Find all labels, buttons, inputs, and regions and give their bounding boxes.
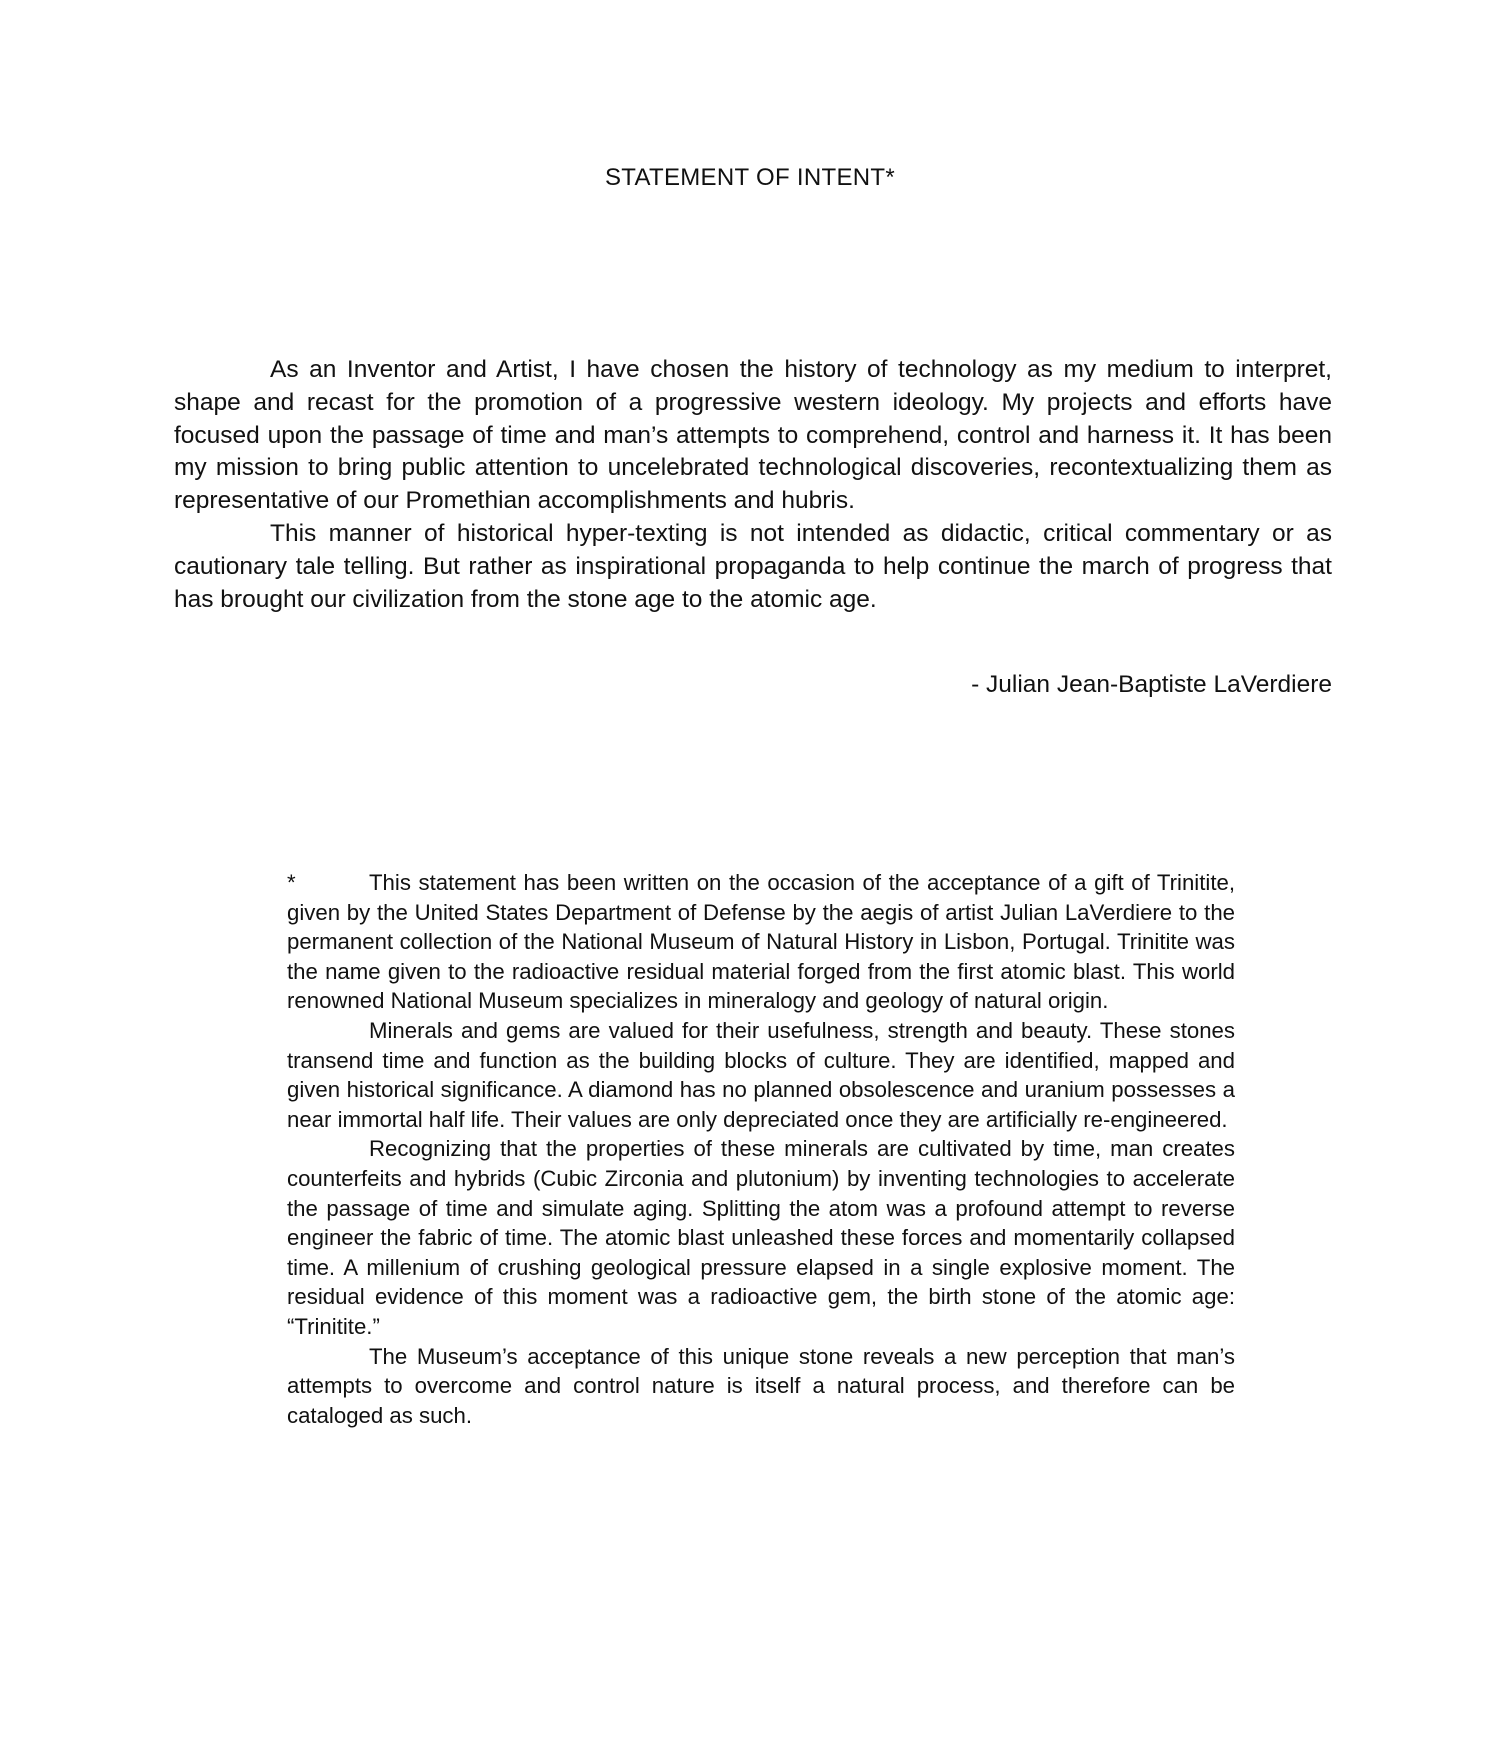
footnote-paragraph: Recognizing that the properties of these minerals are cultivated by time, man creates counterfeits and hybrids (Cubic Zirconia and plutonium) by inventing technologies to accelerate the passage of time and simulate aging. Splitting the atom was a profound attempt to reverse engineer the fabric of time. The atomic blast unleashed these forces and momentarily collapsed time. A millenium of crushing geological pressure elapsed in a single explosive moment. The residual evidence of this moment was a radioactive gem, the birth stone of the atomic age: “Trinitite.” [287, 1136, 1235, 1339]
footnote-paragraph [287, 868, 1235, 1016]
footnote-paragraph-text: This statement has been written on the occasion of the acceptance of a gift of Trinitite, given by the United States Department of Defense by the aegis of artist Julian LaVerdiere to the permanent collection of the National Museum of Natural History in Lisbon, Portugal. Trinitite was the name given to the radioactive residual material forged from the first atomic blast. This world renowned National Museum specializes in mineralogy and geology of natural origin. [287, 870, 1235, 1014]
footnote [287, 868, 1235, 1430]
footnote-marker: * [287, 870, 296, 895]
signature: - Julian Jean-Baptiste LaVerdiere [971, 671, 1332, 698]
body-paragraph: As an Inventor and Artist, I have chosen the history of technology as my medium to interpret, shape and recast for the promotion of a progressive western ideology. My projects and efforts have focused upon the passage of time and man’s attempts to comprehend, control and harness it. It has been my mission to bring public attention to uncelebrated technological discoveries, recontextualizing them as representative of our Promethian accomplishments and hubris. [174, 356, 1332, 515]
footnote-paragraph: Minerals and gems are valued for their usefulness, strength and beauty. These stones transend time and function as the building blocks of culture. They are identified, mapped and given historical significance. A diamond has no planned obsolescence and uranium possesses a near immortal half life. Their values are only depreciated once they are artificially re-engineered. [287, 1017, 1235, 1132]
page-title: STATEMENT OF INTENT* [604, 164, 895, 191]
statement-body [174, 354, 1332, 616]
footnote-paragraph: The Museum’s acceptance of this unique stone reveals a new perception that man’s attempts to overcome and control nature is itself a natural process, and therefore can be cataloged as such. [287, 1343, 1235, 1428]
body-paragraph: This manner of historical hyper-texting is not intended as didactic, critical commentary or as cautionary tale telling. But rather as inspirational propaganda to help continue the march of progress that has brought our civilization from the stone age to the atomic age. [174, 519, 1332, 613]
